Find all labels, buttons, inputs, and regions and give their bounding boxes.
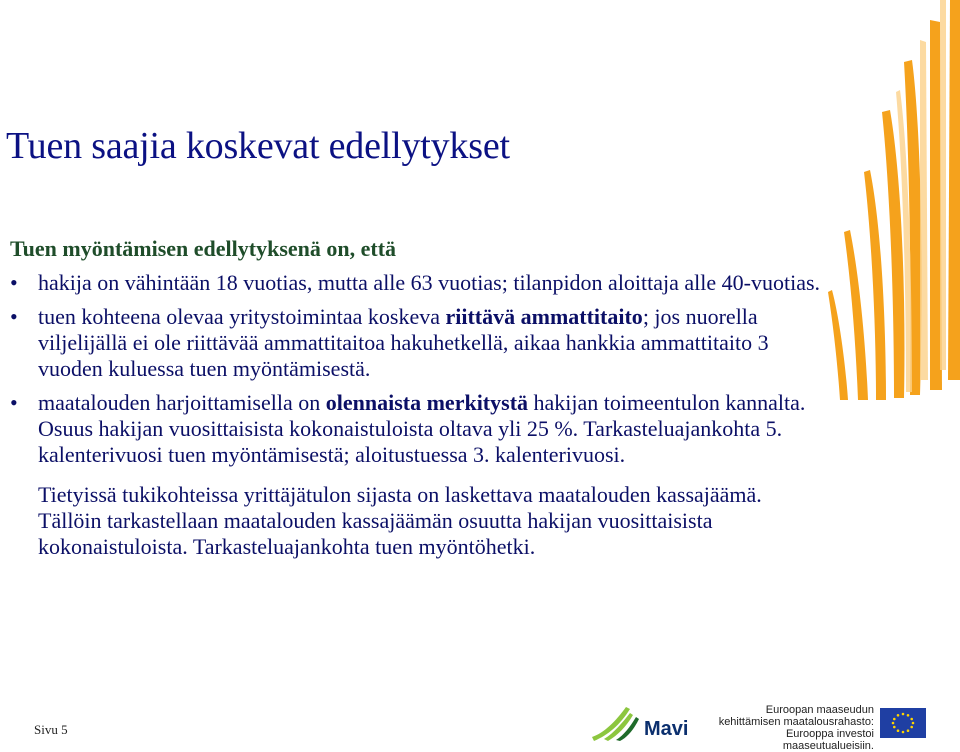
bullet-text-bold: olennaista merkitystä [325,390,529,415]
bullet-text-after: hakijan toimeentulon kannalta. Osuus hakijan vuosittaisista kokonaistuloista oltava yli 25 %. Tarkasteluajankohta 5. kalenterivuosi tuen myöntämisestä; aloitustuessa 3. kalenterivuosi. [38,390,806,467]
eu-flag-icon [880,708,926,738]
bullet-item [10,270,830,296]
eu-line: kehittämisen maatalousrahasto: [718,716,874,728]
bullet-icon: • [10,390,18,415]
bullet-text-bold: riittävä ammattitaito [445,304,643,329]
lead-heading: Tuen myöntämisen edellytyksenä on, että [10,236,397,261]
page-number: Sivu 5 [34,722,68,737]
bullet-text-after: ; jos nuorella viljelijällä ei ole riittävää ammattitaitoa hakuhetkellä, aikaa hankkia ammattitaito 3 vuoden kuluessa tuen myöntämisestä. [38,304,769,381]
closing-paragraph: Tietyissä tukikohteissa yrittäjätulon sijasta on laskettava maatalouden kassajäämä. Tällöin tarkastellaan maatalouden kassajäämän osuutta hakijan vuosittaisista kokonaistuloista. Tarkasteluajankohta tuen myöntöhetki. [38,482,762,559]
bullet-text-before: tuen kohteena olevaa yritystoimintaa koskeva [38,304,446,329]
bullet-icon: • [10,304,18,329]
bullet-text-before: maatalouden harjoittamisella on [38,390,326,415]
bullet-text: hakija on vähintään 18 vuotias, mutta alle 63 vuotias; tilanpidon aloittaja alle 40-vuotias. [38,270,821,295]
bullet-item [10,304,830,382]
main-content [10,236,830,560]
eu-fund-text [700,704,874,752]
eu-line: Eurooppa investoi maaseutualueisiin. [782,728,874,752]
bullet-item [10,390,830,468]
page-title: Tuen saajia koskevat edellytykset [6,125,510,167]
decorative-wheat-graphic [820,0,960,400]
bullet-icon: • [10,270,18,295]
mavi-logo [590,703,690,741]
mavi-logo-text: Mavi [644,718,689,740]
eu-line: Euroopan maaseudun [765,704,874,716]
